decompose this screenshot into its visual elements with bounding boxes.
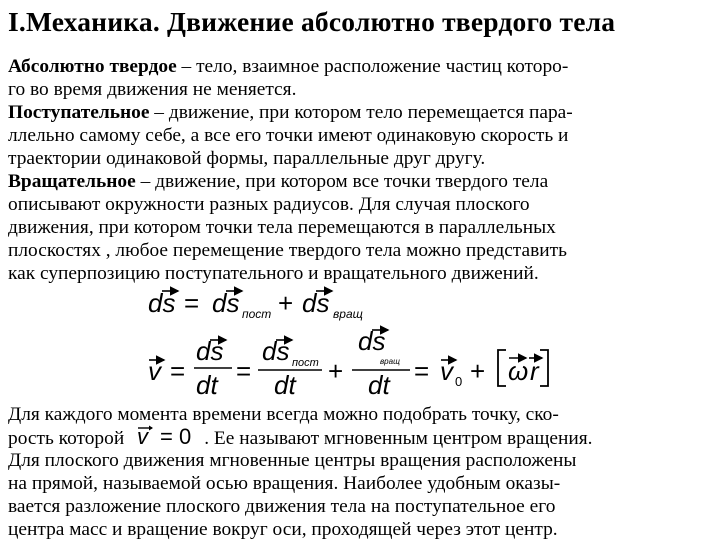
formula2-plus2: + [470, 356, 486, 386]
left-bracket [498, 350, 506, 386]
formula-velocity [148, 326, 548, 400]
instant-center-line4: на прямой, называемой осью вращения. Наиболее удобным оказы- [8, 473, 561, 494]
formula2-v: v [148, 356, 161, 386]
text-span: – движение, при котором все точки твердого тела [135, 171, 549, 192]
definition-rotational-line3: движения, при котором точки тела перемещаются в параллельных [8, 217, 556, 238]
formula2-eq1: = [170, 356, 186, 386]
formula2-v0: v [440, 356, 453, 386]
instant-center-line1: Для каждого момента времени всегда можно подобрать точку, ско- [8, 404, 559, 425]
text-span: . Ее называют мгновенным центром вращения. [204, 428, 593, 449]
inline-formula-v-zero [124, 426, 204, 446]
definition-rotational-line2: описывают окружности разных радиусов. Для случая плоского [8, 194, 530, 215]
formula2-v0-sub: 0 [455, 374, 463, 389]
instant-center-line2 [8, 426, 593, 450]
definition-translational-line2: ллельно самому себе, а все его точки имеют одинаковую скорость и [8, 125, 569, 146]
formula2-ds-num: ds [196, 336, 224, 366]
formula1-term1: ds [212, 288, 240, 318]
page-title: I.Механика. Движение абсолютно твердого тела [8, 6, 616, 37]
formula2-sub-post: пост [292, 357, 319, 369]
inline-v: v [137, 424, 149, 446]
formula1-term2: ds [302, 288, 330, 318]
inline-eq: = 0 [160, 424, 192, 446]
formula1-lhs: ds [148, 288, 176, 318]
instant-center-line3: Для плоского движения мгновенные центры вращения расположены [8, 450, 577, 471]
formula2-eq3: = [414, 356, 430, 386]
vector-arrow-head [149, 426, 153, 431]
formula-displacement-sum [148, 288, 363, 321]
text-span: – тело, взаимное расположение частиц которо- [176, 56, 569, 77]
definition-rigid-body-line2: го во время движения не меняется. [8, 79, 297, 100]
definition-translational-line3: траектории одинаковой формы, параллельные друг другу. [8, 148, 486, 169]
formula2-ds-vrash: ds [358, 326, 386, 356]
right-bracket [540, 350, 548, 386]
formula1-plus: + [278, 288, 294, 318]
term-translational: Поступательное [8, 102, 150, 123]
text-span: рость которой [8, 428, 125, 449]
formula1-term1-sub: пост [242, 307, 272, 321]
instant-center-line5: вается разложение плоского движения тела на поступательное его [8, 496, 556, 517]
formula2-dt2: dt [274, 370, 296, 400]
formula2-eq2: = [236, 356, 252, 386]
formula2-dt3: dt [368, 370, 390, 400]
text-span: – движение, при котором тело перемещается пара- [149, 102, 573, 123]
formula2-r: r [530, 356, 539, 386]
formula2-omega: ω [508, 356, 529, 386]
formula2-plus: + [328, 356, 344, 386]
definition-rotational-line5: как суперпозицию поступательного и вращательного движений. [8, 263, 539, 284]
formula2-sub-vrash: вращ [380, 357, 400, 366]
formula2-ds-post: ds [262, 336, 290, 366]
formula2-dt1: dt [196, 370, 218, 400]
instant-center-line6: центра масс и вращение вокруг оси, проходящей через этот центр. [8, 519, 558, 540]
formula1-eq: = [184, 288, 200, 318]
term-rotational: Вращательное [8, 171, 136, 192]
definition-rotational-line4: плоскостях , любое перемещение твердого тела можно представить [8, 240, 567, 261]
formula1-term2-sub: вращ [333, 307, 363, 321]
term-rigid-body: Абсолютно твердое [8, 56, 177, 77]
